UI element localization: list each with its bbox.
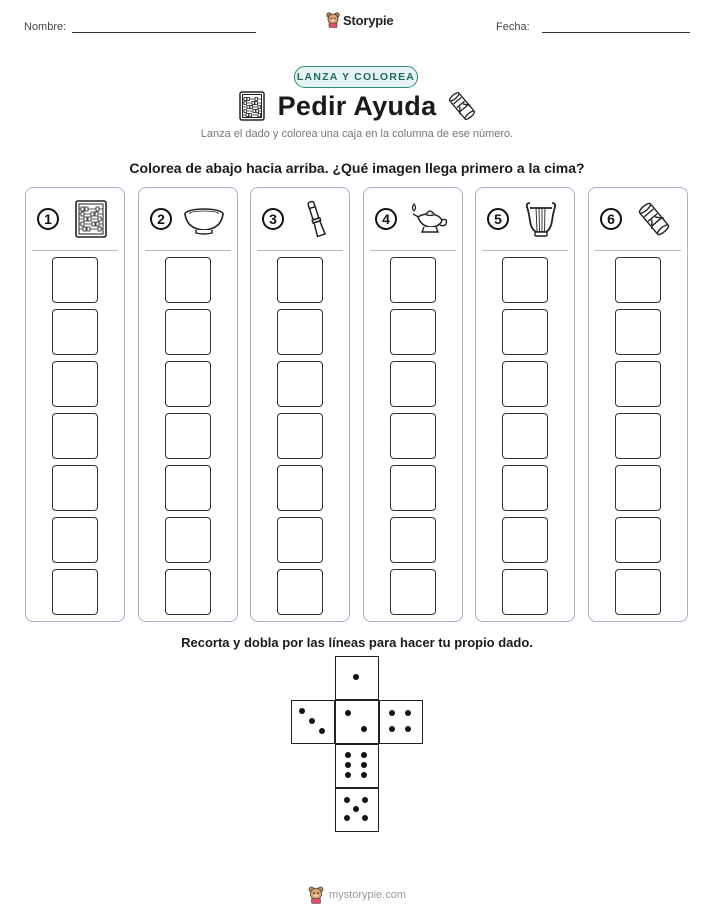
scroll-icon (633, 199, 675, 239)
color-box[interactable] (390, 361, 436, 407)
color-box[interactable] (390, 569, 436, 615)
column-divider (595, 250, 681, 251)
column-header (26, 188, 124, 248)
color-box[interactable] (502, 309, 548, 355)
color-box[interactable] (52, 257, 98, 303)
color-box[interactable] (165, 361, 211, 407)
color-box[interactable] (615, 413, 661, 459)
color-box[interactable] (390, 257, 436, 303)
color-box[interactable] (165, 465, 211, 511)
color-box[interactable] (502, 361, 548, 407)
column-number: 2 (150, 208, 172, 230)
column-divider (145, 250, 231, 251)
color-box[interactable] (390, 309, 436, 355)
name-field[interactable] (72, 32, 256, 33)
color-box[interactable] (52, 309, 98, 355)
bear-icon (308, 886, 324, 904)
column-divider (370, 250, 456, 251)
footer-link[interactable]: mystorypie.com (329, 889, 407, 901)
color-box[interactable] (502, 257, 548, 303)
date-label: Fecha: (496, 21, 530, 33)
column-number: 1 (37, 208, 59, 230)
pip (362, 797, 368, 803)
column-number: 3 (262, 208, 284, 230)
color-box[interactable] (277, 361, 323, 407)
pip (345, 752, 351, 758)
cut-instruction: Recorta y dobla por las líneas para hacer tu propio dado. (181, 635, 533, 650)
race-column-5 (475, 187, 575, 622)
pip (345, 710, 351, 716)
color-box[interactable] (277, 309, 323, 355)
name-label: Nombre: (24, 21, 67, 33)
pip (361, 726, 367, 732)
color-box[interactable] (52, 465, 98, 511)
color-box[interactable] (502, 517, 548, 563)
race-column-1 (25, 187, 125, 622)
pip (405, 710, 411, 716)
color-box[interactable] (390, 465, 436, 511)
column-number: 6 (600, 208, 622, 230)
race-column-4 (363, 187, 463, 622)
column-header (251, 188, 349, 248)
bowl-icon (183, 199, 225, 239)
pip (299, 708, 305, 714)
instruction: Colorea de abajo hacia arriba. ¿Qué imagen llega primero a la cima? (129, 160, 585, 176)
color-box[interactable] (390, 517, 436, 563)
color-box[interactable] (165, 413, 211, 459)
color-box[interactable] (390, 413, 436, 459)
color-box[interactable] (502, 569, 548, 615)
pip (345, 772, 351, 778)
pip (361, 762, 367, 768)
pip (319, 728, 325, 734)
column-divider (257, 250, 343, 251)
color-box[interactable] (277, 517, 323, 563)
activity-badge: LANZA Y COLOREA (294, 66, 418, 88)
pip (353, 806, 359, 812)
color-box[interactable] (615, 465, 661, 511)
color-box[interactable] (502, 413, 548, 459)
pip (362, 815, 368, 821)
pip (345, 762, 351, 768)
color-box[interactable] (615, 517, 661, 563)
column-header (364, 188, 462, 248)
column-header (589, 188, 687, 248)
chisel-icon (295, 199, 337, 239)
bear-icon (326, 12, 340, 28)
oil-lamp-icon (408, 199, 450, 239)
date-field[interactable] (542, 32, 690, 33)
column-divider (482, 250, 568, 251)
pip (361, 772, 367, 778)
die-face-one (335, 656, 379, 700)
die-face-two (335, 700, 379, 744)
brand-logo (326, 12, 393, 28)
color-box[interactable] (277, 257, 323, 303)
pip (405, 726, 411, 732)
color-box[interactable] (52, 361, 98, 407)
color-box[interactable] (277, 569, 323, 615)
color-box[interactable] (615, 361, 661, 407)
footer (308, 886, 406, 904)
color-box[interactable] (165, 517, 211, 563)
color-box[interactable] (277, 465, 323, 511)
color-box[interactable] (615, 569, 661, 615)
color-box[interactable] (52, 413, 98, 459)
pip (389, 710, 395, 716)
die-face-six (335, 744, 379, 788)
die-face-four (379, 700, 423, 744)
color-box[interactable] (165, 257, 211, 303)
color-box[interactable] (277, 413, 323, 459)
color-box[interactable] (615, 309, 661, 355)
color-box[interactable] (165, 309, 211, 355)
pip (309, 718, 315, 724)
color-box[interactable] (165, 569, 211, 615)
color-box[interactable] (52, 517, 98, 563)
subtitle: Lanza el dado y colorea una caja en la columna de ese número. (200, 128, 514, 140)
color-box[interactable] (502, 465, 548, 511)
pip (353, 674, 359, 680)
die-face-three (291, 700, 335, 744)
column-header (139, 188, 237, 248)
pip (344, 797, 350, 803)
die-face-five (335, 788, 379, 832)
column-number: 5 (487, 208, 509, 230)
scroll-icon (447, 90, 477, 122)
column-header (476, 188, 574, 248)
brand-name: Storypie (343, 12, 394, 28)
lyre-icon (520, 199, 562, 239)
pip (344, 815, 350, 821)
page-title: Pedir Ayuda (277, 91, 437, 121)
race-column-3 (250, 187, 350, 622)
race-column-6 (588, 187, 688, 622)
column-number: 4 (375, 208, 397, 230)
abacus-icon (70, 199, 112, 239)
column-divider (32, 250, 118, 251)
pip (389, 726, 395, 732)
color-box[interactable] (52, 569, 98, 615)
pip (361, 752, 367, 758)
color-box[interactable] (615, 257, 661, 303)
race-column-2 (138, 187, 238, 622)
